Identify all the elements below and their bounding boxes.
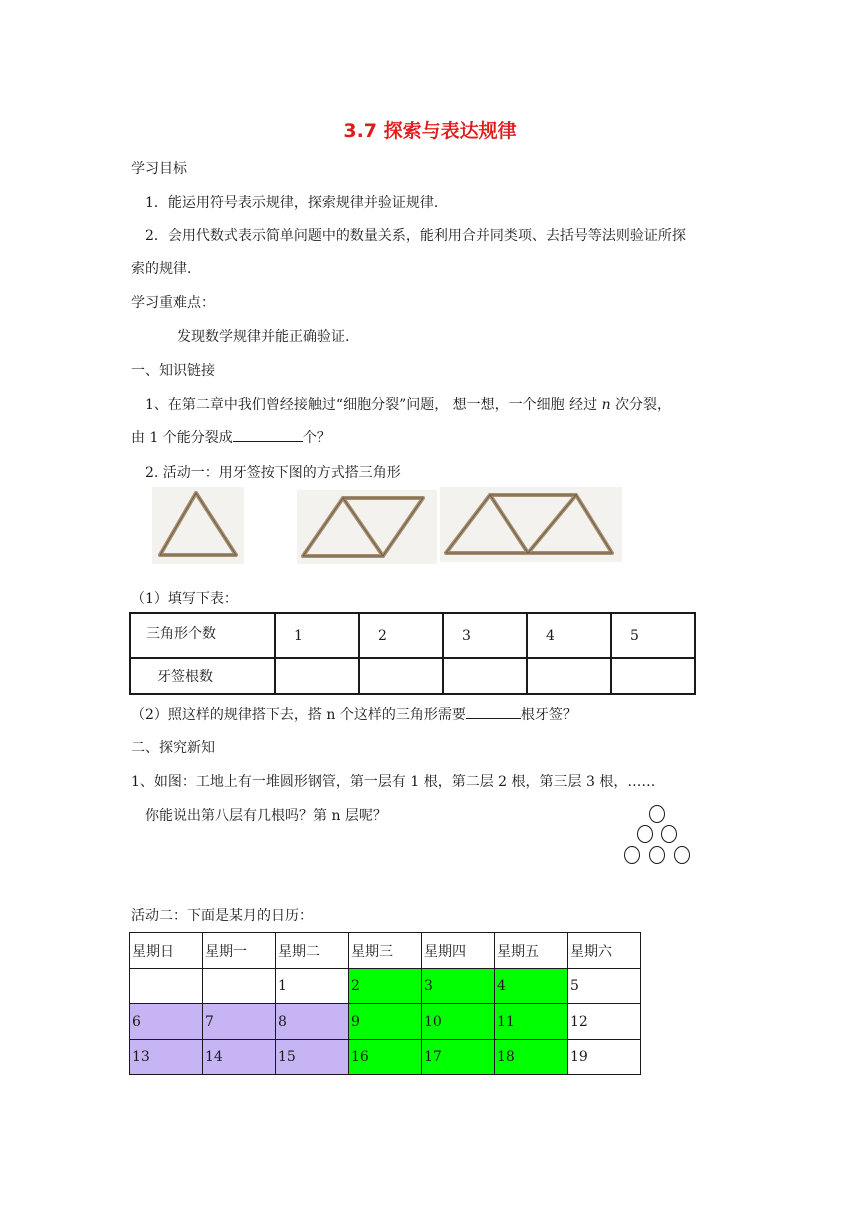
calendar-cell-highlighted: 8 [276, 1004, 349, 1040]
calendar-cell-highlighted: 14 [203, 1040, 276, 1075]
calendar-cell: 5 [568, 969, 641, 1004]
answer-cell[interactable] [359, 658, 443, 694]
calendar-cell-highlighted: 3 [422, 969, 495, 1004]
table-row [130, 658, 695, 694]
calendar-cell-highlighted: 7 [203, 1004, 276, 1040]
pipe-circle [624, 846, 640, 864]
answer-cell[interactable] [611, 658, 695, 694]
goal-item-2-line2: 索的规律. [131, 261, 192, 277]
answer-cell[interactable] [527, 658, 611, 694]
calendar-cell [130, 969, 203, 1004]
section1-heading: 一、知识链接 [131, 363, 215, 379]
section2-question-1-line2: 你能说出第八层有几根吗？第 n 层呢？ [145, 808, 387, 824]
key-points-text: 发现数学规律并能正确验证. [177, 329, 350, 345]
pipe-circle [637, 825, 653, 843]
calendar-header: 星期六 [568, 933, 641, 969]
calendar-cell-highlighted: 18 [495, 1040, 568, 1075]
calendar-header: 星期三 [349, 933, 422, 969]
calendar-header: 星期五 [495, 933, 568, 969]
count-cell: 2 [359, 613, 443, 658]
count-cell: 1 [275, 613, 359, 658]
calendar-cell-highlighted: 2 [349, 969, 422, 1004]
pipe-circle [649, 805, 665, 823]
calendar-header: 星期一 [203, 933, 276, 969]
calendar-cell-highlighted: 6 [130, 1004, 203, 1040]
answer-blank-1[interactable] [233, 427, 303, 442]
calendar-header-row [130, 933, 641, 969]
pipe-circle [674, 846, 690, 864]
calendar-cell-highlighted: 10 [422, 1004, 495, 1040]
calendar-cell-highlighted: 4 [495, 969, 568, 1004]
toothpick-table [129, 612, 696, 695]
question-2: 2. 活动一：用牙签按下图的方式搭三角形 [145, 465, 401, 481]
question-1-line1 [145, 394, 671, 414]
fill-table-heading: （1）填写下表： [131, 591, 238, 607]
calendar-cell-highlighted: 16 [349, 1040, 422, 1075]
calendar-cell: 12 [568, 1004, 641, 1040]
question-3-text-a: （2）照这样的规律搭下去，搭 n 个这样的三角形需要 [131, 707, 466, 723]
row-header-toothpicks: 牙签根数 [130, 658, 275, 694]
calendar-header: 星期日 [130, 933, 203, 969]
count-cell: 3 [443, 613, 527, 658]
row-header-triangles: 三角形个数 [130, 613, 275, 658]
calendar-header: 星期二 [276, 933, 349, 969]
activity-2-heading: 活动二：下面是某月的日历： [131, 908, 313, 924]
question-1-text-a: 1、在第二章中我们曾经接触过“细胞分裂”问题， 想一想，一个细胞 经过 [145, 397, 598, 413]
pipe-circle [661, 825, 677, 843]
calendar-cell: 1 [276, 969, 349, 1004]
answer-cell[interactable] [275, 658, 359, 694]
calendar-row [130, 969, 641, 1004]
goal-item-2-line1: 2．会用代数式表示简单问题中的数量关系，能利用合并同类项、去括号等法则验证所探 [145, 228, 686, 244]
key-points-heading: 学习重难点： [131, 295, 215, 311]
calendar-header: 星期四 [422, 933, 495, 969]
pipe-circle [649, 846, 665, 864]
section2-heading: 二、探究新知 [131, 740, 215, 756]
answer-cell[interactable] [443, 658, 527, 694]
page-title: 3.7 探索与表达规律 [343, 120, 517, 142]
question-3 [131, 704, 577, 724]
calendar-table [129, 932, 641, 1075]
calendar-cell-highlighted: 13 [130, 1040, 203, 1075]
goal-item-1: 1．能运用符号表示规律，探索规律并验证规律. [145, 195, 439, 211]
calendar-row [130, 1004, 641, 1040]
answer-blank-2[interactable] [466, 704, 521, 719]
question-1-line2-a: 由 1 个能分裂成 [131, 430, 233, 446]
count-cell: 4 [527, 613, 611, 658]
toothpick-triangle-image-3 [440, 487, 622, 562]
calendar-cell-highlighted: 11 [495, 1004, 568, 1040]
calendar-cell-highlighted: 17 [422, 1040, 495, 1075]
toothpick-triangle-image-1 [152, 487, 244, 564]
calendar-cell-highlighted: 15 [276, 1040, 349, 1075]
calendar-row [130, 1040, 641, 1075]
question-1-n: n [601, 397, 611, 413]
toothpick-triangle-image-2 [297, 490, 437, 564]
calendar-cell-highlighted: 9 [349, 1004, 422, 1040]
section2-question-1-line1: 1、如图：工地上有一堆圆形钢管，第一层有 1 根，第二层 2 根，第三层 3 根，…… [131, 774, 656, 790]
goals-heading: 学习目标 [131, 161, 187, 177]
question-3-text-b: 根牙签？ [520, 707, 577, 723]
count-cell: 5 [611, 613, 695, 658]
calendar-cell: 19 [568, 1040, 641, 1075]
calendar-cell [203, 969, 276, 1004]
question-1-line2-b: 个？ [302, 430, 331, 446]
question-1-text-b: 次分裂， [615, 397, 672, 413]
question-1-line2 [131, 427, 331, 447]
table-row [130, 613, 695, 658]
